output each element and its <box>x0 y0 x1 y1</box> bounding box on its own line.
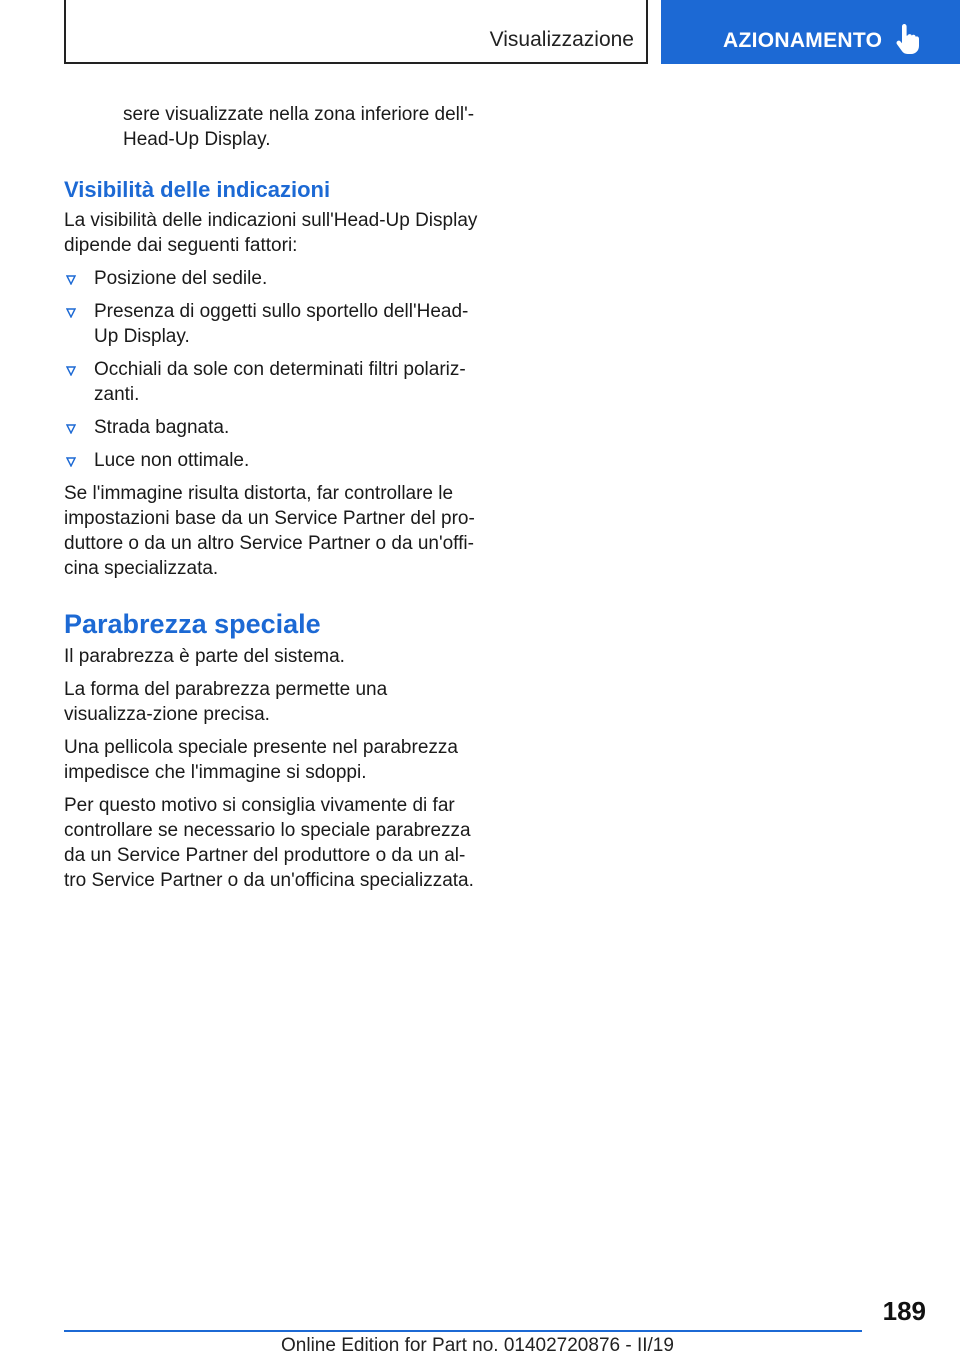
list-item-text: Posizione del sedile. <box>94 268 268 289</box>
windshield-heading: Parabrezza speciale <box>64 609 321 639</box>
list-item <box>64 299 480 349</box>
windshield-paragraph: La forma del parabrezza permette una visualizza-zione precisa. <box>64 679 388 725</box>
list-item-text: Presenza di oggetti sullo sportello dell'Head-Up Display. <box>94 301 469 347</box>
edition-footer: Online Edition for Part no. 01402720876 - II/19 <box>281 1335 674 1356</box>
chapter-tab[interactable] <box>661 0 960 64</box>
visibility-heading: Visibilità delle indicazioni <box>64 177 331 202</box>
windshield-paragraph: Una pellicola speciale presente nel parabrezza impedisce che l'immagine si sdoppi. <box>64 737 458 783</box>
triangle-bullet-icon <box>66 366 76 376</box>
visibility-intro: La visibilità delle indicazioni sull'Head-Up Display dipende dai seguenti fattori: <box>64 210 478 256</box>
header-section-box <box>64 0 648 64</box>
section-title: Visualizzazione <box>489 28 634 51</box>
list-item-text: Occhiali da sole con determinati filtri polariz-zanti. <box>94 359 466 405</box>
hand-pointer-icon <box>895 24 921 54</box>
triangle-bullet-icon <box>66 308 76 318</box>
list-item-text: Strada bagnata. <box>94 417 230 438</box>
triangle-bullet-icon <box>66 457 76 467</box>
list-item <box>64 415 480 440</box>
chapter-tab-label: AZIONAMENTO <box>723 29 883 52</box>
list-item <box>64 266 480 291</box>
page-number: 189 <box>882 1296 926 1326</box>
windshield-paragraph: Per questo motivo si consiglia vivamente di far controllare se necessario lo speciale parabrezza da un Service Partner del produttore o da un al-tro Service Partner o da un'officina specializzata. <box>64 795 474 891</box>
intro-text: sere visualizzate nella zona inferiore dell'- Head-Up Display. <box>123 104 475 150</box>
list-item-text: Luce non ottimale. <box>94 450 250 471</box>
page-content <box>64 102 480 893</box>
triangle-bullet-icon <box>66 275 76 285</box>
list-item <box>64 357 480 407</box>
footer-divider <box>64 1330 862 1332</box>
triangle-bullet-icon <box>66 424 76 434</box>
visibility-closing: Se l'immagine risulta distorta, far controllare le impostazioni base da un Service Partner del pro-duttore o da un altro Service Partner o da un'offi-cina specializzata. <box>64 483 475 579</box>
windshield-paragraph: Il parabrezza è parte del sistema. <box>64 646 345 667</box>
factor-list <box>64 266 480 473</box>
list-item <box>64 448 480 473</box>
